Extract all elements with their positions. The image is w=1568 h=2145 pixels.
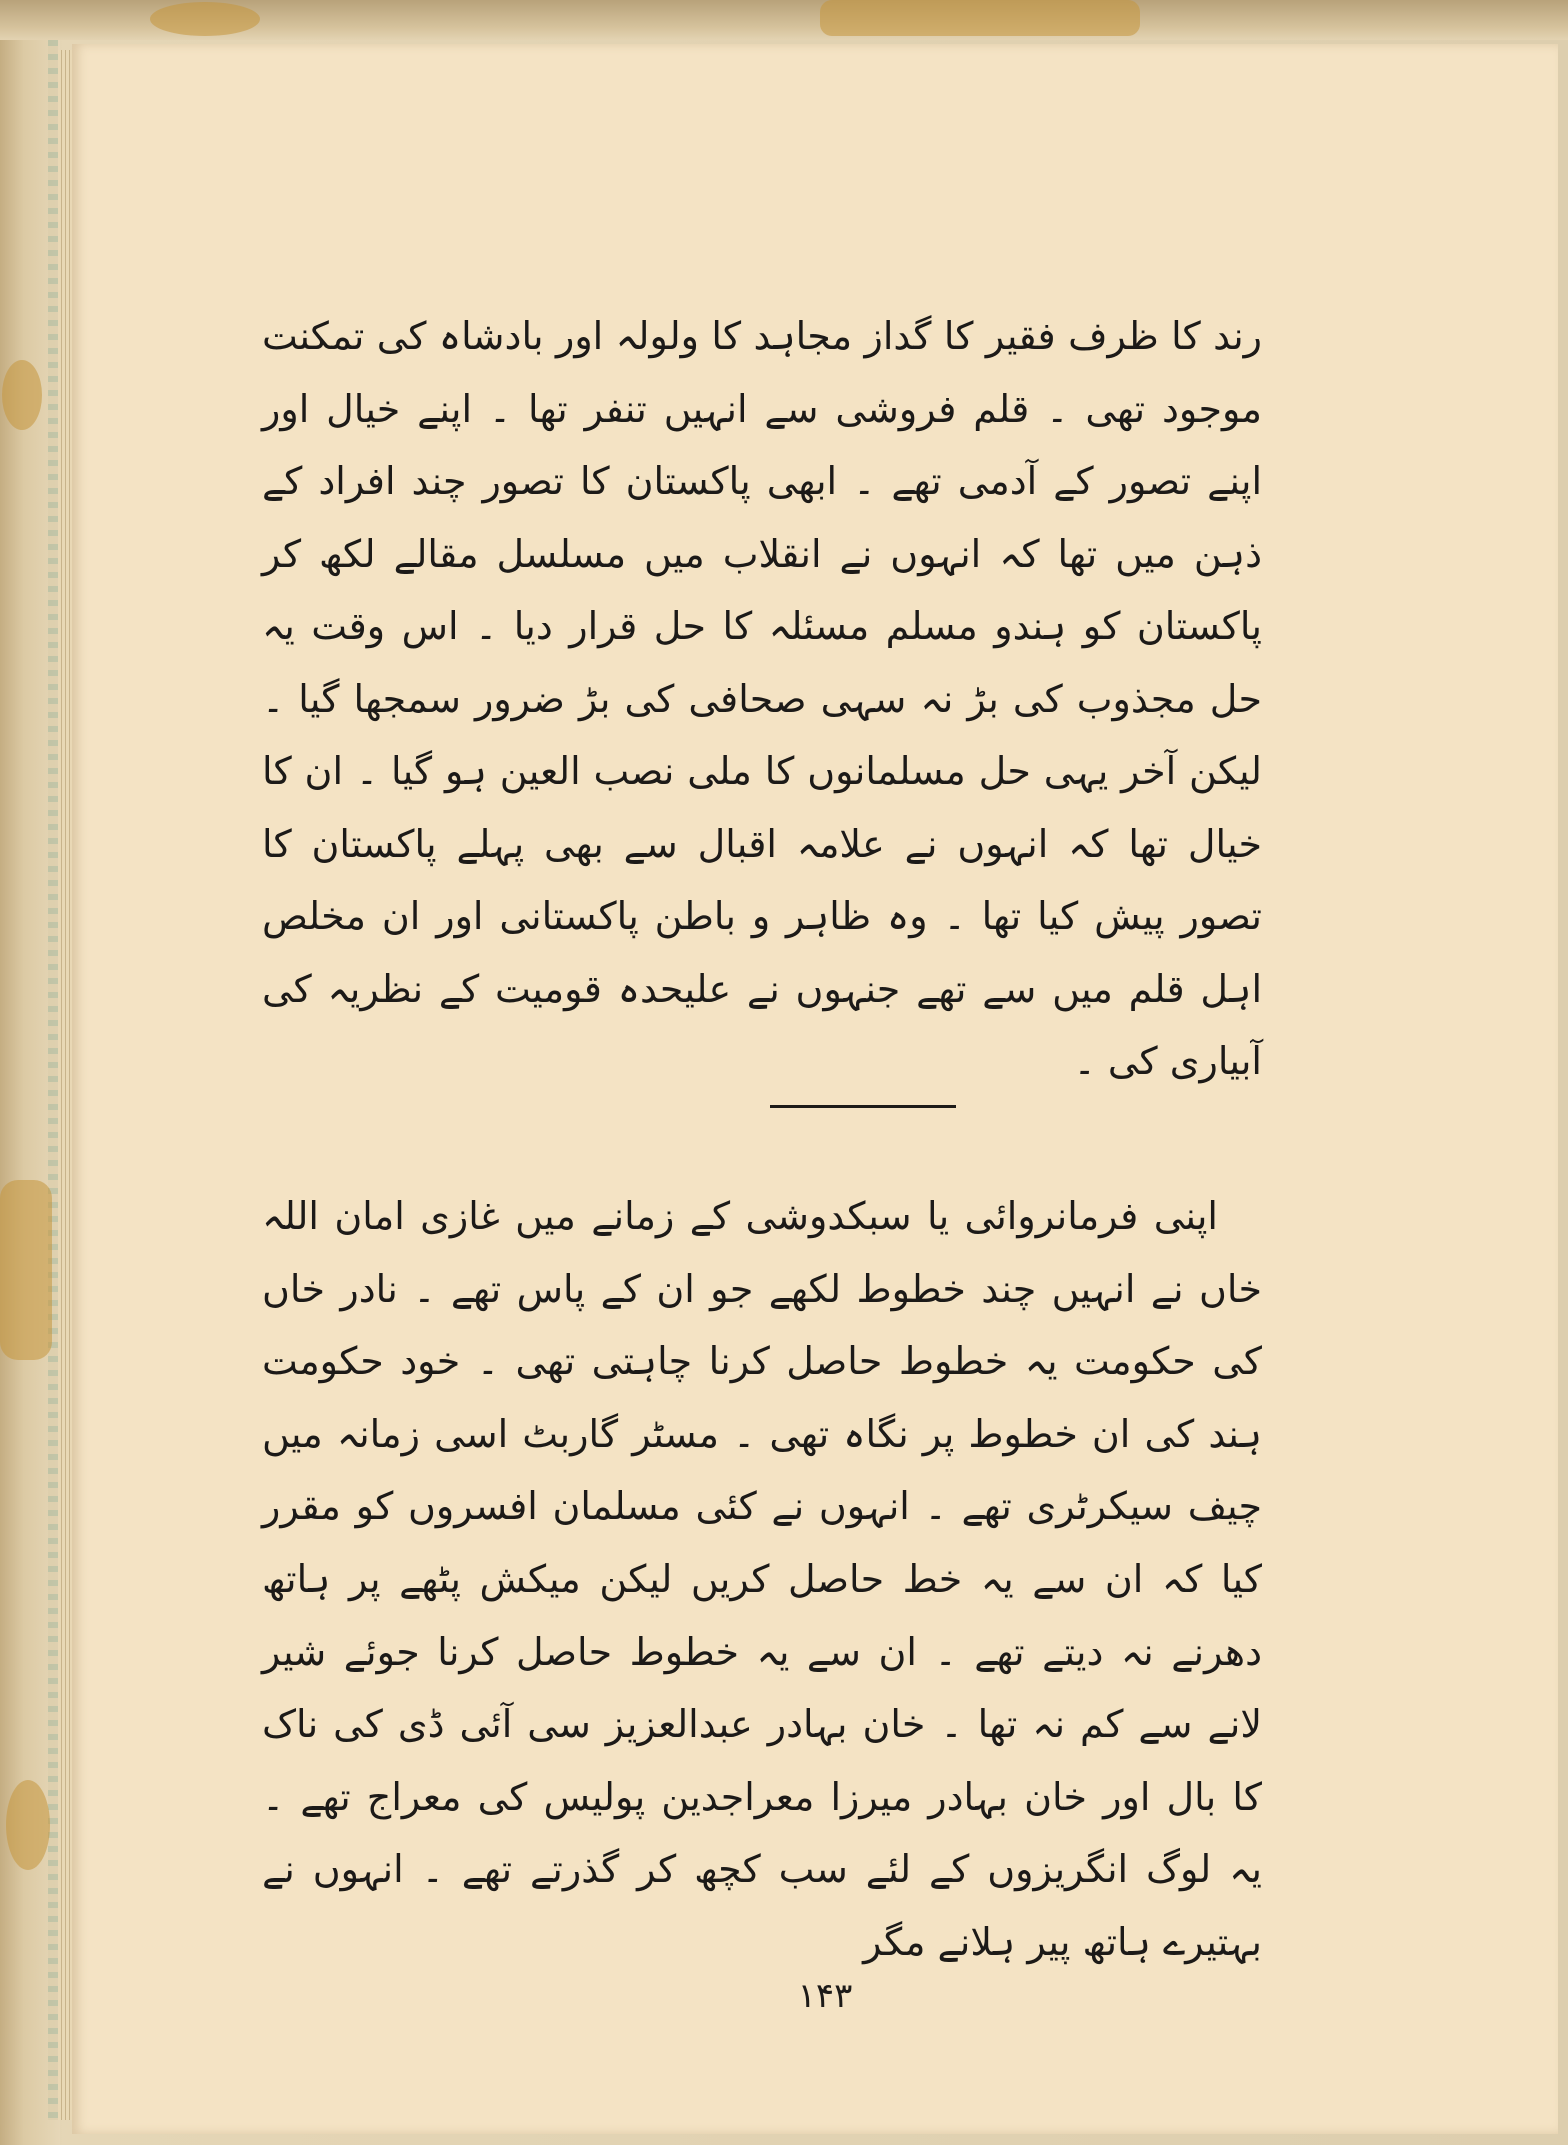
spine-binding-edge [48,40,58,2120]
body-paragraph-2: اپنی فرمانروائی یا سبکدوشی کے زمانے میں غازی امان اللہ خاں نے انہیں چند خطوط لکھے جو ان کے پاس تھے ۔ نادر خاں کی حکومت یہ خطوط حاصل کرنا چاہتی تھی ۔ خود حکومت ہند کی ان خطوط پر نگاہ تھی ۔ مسٹر گاربٹ اسی زمانہ میں چیف سیکرٹری تھے ۔ انہوں نے کئی مسلمان افسروں کو مقرر کیا کہ ان سے یہ خط حاصل کریں لیکن میکش پٹھے پر ہاتھ دھرنے نہ دیتے تھے ۔ ان سے یہ خطوط حاصل کرنا جوئے شیر لانے سے کم نہ تھا ۔ خان بہادر عبدالعزیز سی آئی ڈی کی ناک کا بال اور خان بہادر میرزا معراجدین پولیس کی معراج تھے ۔ یہ لوگ انگریزوں کے لئے سب کچھ کر گذرتے تھے ۔ انہوں نے بہتیرے ہاتھ پیر ہلانے مگر [262,1194,1262,1964]
age-stain [6,1780,50,1870]
body-paragraph-1: رند کا ظرف فقیر کا گداز مجاہد کا ولولہ اور بادشاہ کی تمکنت موجود تھی ۔ قلم فروشی سے انہیں تنفر تھا ۔ اپنے خیال اور اپنے تصور کے آدمی تھے ۔ ابھی پاکستان کا تصور چند افراد کے ذہن میں تھا کہ انہوں نے انقلاب میں مسلسل مقالے لکھ کر پاکستان کو ہندو مسلم مسئلہ کا حل قرار دیا ۔ اس وقت یہ حل مجذوب کی بڑ نہ سہی صحافی کی بڑ ضرور سمجھا گیا ۔ لیکن آخر یہی حل مسلمانوں کا ملی نصب العین ہو گیا ۔ ان کا خیال تھا کہ انہوں نے علامہ اقبال سے بھی پہلے پاکستان کا تصور پیش کیا تھا ۔ وہ ظاہر و باطن پاکستانی اور ان مخلص اہل قلم میں سے تھے جنہوں نے علیحدہ قومیت کے نظریہ کی آبیاری کی ۔ [262,314,1262,1083]
age-stain [2,360,42,430]
section-divider [770,1105,956,1108]
age-stain [820,0,1140,36]
age-stain [0,1180,52,1360]
age-stain [150,2,260,36]
page-number: ۱۴۳ [797,1976,853,2016]
